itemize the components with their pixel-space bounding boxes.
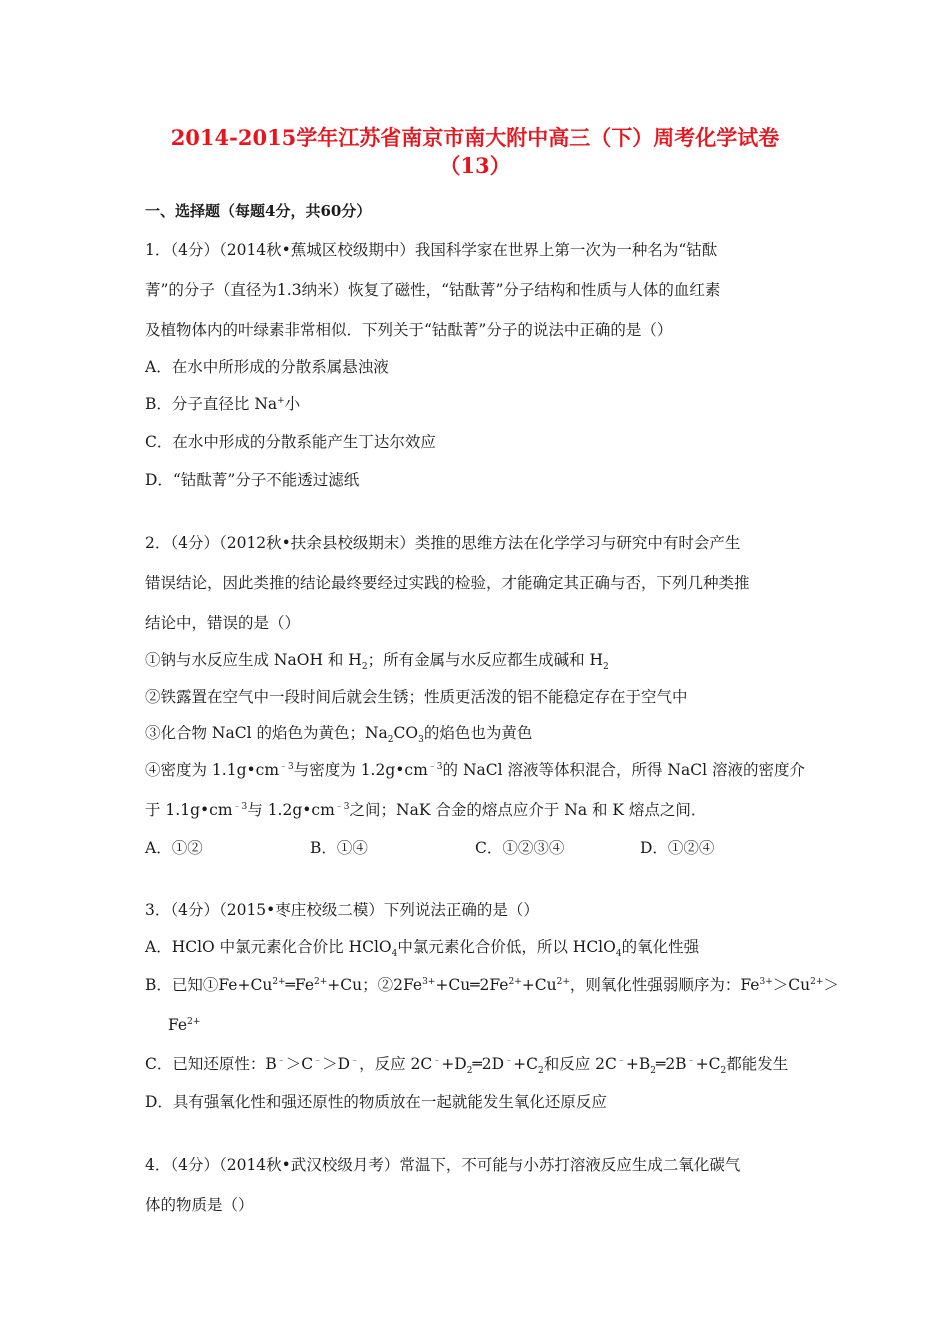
q3-option-a: A．HClO 中氯元素化合价比 HClO$_4$中氯元素化合价低，所以 HClO$_4$的氧化性强 bbox=[145, 938, 700, 960]
q2-option-d: D．①②④ bbox=[640, 839, 715, 857]
q3-stem: 3．（4分）（2015•枣庄校级二模）下列说法正确的是（） bbox=[145, 901, 539, 919]
q3-option-d: D．具有强氧化性和强还原性的物质放在一起就能发生氧化还原反应 bbox=[145, 1093, 607, 1111]
q1-option-d: D．“钴酞菁”分子不能透过滤纸 bbox=[145, 471, 360, 489]
document-title-line2: （13） bbox=[439, 153, 511, 178]
q2-option-c: C．①②③④ bbox=[475, 839, 565, 857]
document-title-line1: 2014-2015学年江苏省南京市南大附中高三（下）周考化学试卷 bbox=[170, 125, 780, 150]
q2-option-b: B．①④ bbox=[310, 839, 368, 857]
q4-stem-line1: 4．（4分）（2014秋•武汉校级月考）常温下，不可能与小苏打溶液反应生成二氧化碳气 bbox=[145, 1156, 741, 1174]
q2-statement-1: ①钠与水反应生成 NaOH 和 $H_2$；所有金属与水反应都生成碱和 $H_2$ bbox=[145, 651, 609, 673]
q1-option-a: A．在水中所形成的分散系属悬浊液 bbox=[145, 358, 389, 376]
q1-stem-line2: 菁”的分子（直径为1.3纳米）恢复了磁性，“钴酞菁”分子结构和性质与人体的血红素 bbox=[145, 281, 721, 299]
q2-statement-4-line1: ④密度为 $1.1g•cm^{﹣3}$与密度为 $1.2g•cm^{﹣3}$的 NaCl 溶液等体积混合，所得 NaCl 溶液的密度介 bbox=[145, 761, 805, 779]
q4-stem-line2: 体的物质是（） bbox=[145, 1196, 254, 1214]
q3-option-b: B．已知$①Fe+Cu^{2+}═Fe^{2+}+Cu$；$②2Fe^{3+}+Cu═2Fe^{2+}+Cu^{2+}$，则氧化性强弱顺序为：$Fe^{3+}>Cu^{2+}>$ bbox=[145, 976, 839, 994]
q1-stem-line3: 及植物体内的叶绿素非常相似．下列关于“钴酞菁”分子的说法中正确的是（） bbox=[145, 321, 673, 339]
q1-stem-line1: 1．（4分）（2014秋•蕉城区校级期中）我国科学家在世界上第一次为一种名为“钴酞 bbox=[145, 241, 718, 259]
q3-option-c: C．已知还原性：B﹣＞C﹣＞D﹣，反应 $2C^﹣+D_2═2D^﹣+C_2$和反应 $2C^﹣+B_2═2B^﹣+C_2$都能发生 bbox=[145, 1055, 789, 1077]
q1-option-c: C．在水中形成的分散系能产生丁达尔效应 bbox=[145, 433, 436, 451]
q2-statement-3: ③化合物 NaCl 的焰色为黄色；$Na_2CO_3$的焰色也为黄色 bbox=[145, 724, 533, 746]
q1-option-b: B．分子直径比 Na+小 bbox=[145, 395, 301, 413]
q2-stem-line3: 结论中，错误的是（） bbox=[145, 614, 301, 632]
q2-option-a: A．①② bbox=[145, 839, 203, 857]
q2-statement-2: ②铁露置在空气中一段时间后就会生锈；性质更活泼的铝不能稳定存在于空气中 bbox=[145, 688, 688, 706]
q2-stem-line2: 错误结论，因此类推的结论最终要经过实践的检验，才能确定其正确与否，下列几种类推 bbox=[145, 574, 750, 592]
q2-stem-line1: 2．（4分）（2012秋•扶余县校级期末）类推的思维方法在化学学习与研究中有时会产生 bbox=[145, 534, 741, 552]
q3-option-b-continued: $Fe^{2+}$ bbox=[168, 1016, 201, 1034]
q2-statement-4-line2: 于 $1.1g•cm^{﹣3}$与 $1.2g•cm^{﹣3}$之间；NaK 合金的熔点应介于 Na 和 K 熔点之间． bbox=[145, 801, 707, 819]
section-heading: 一、选择题（每题4分，共60分） bbox=[145, 202, 372, 220]
